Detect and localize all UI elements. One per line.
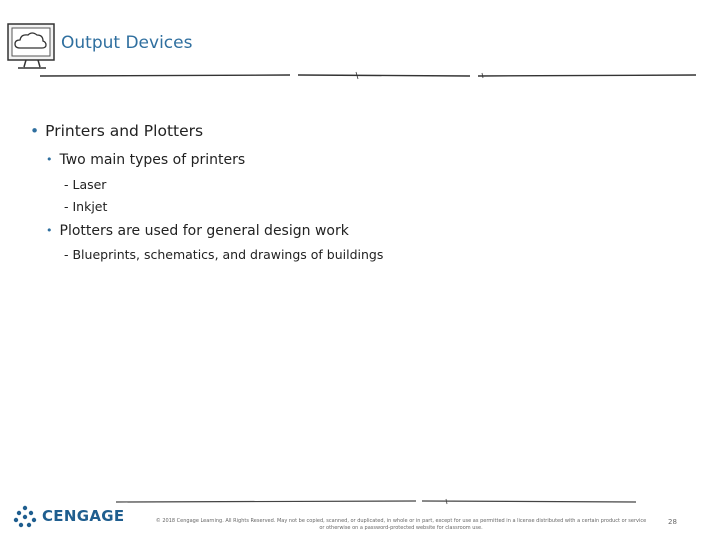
bullet-level2 xyxy=(46,223,349,239)
brand-name: CENGAGE xyxy=(42,507,125,525)
bullet-dot: • xyxy=(46,153,53,166)
bullet-level3: - Laser xyxy=(64,177,107,192)
header-divider xyxy=(40,70,696,82)
footer-divider xyxy=(116,497,636,507)
slide-title: Output Devices xyxy=(61,33,193,53)
bullet-text: Printers and Plotters xyxy=(45,122,204,140)
bullet-text: Two main types of printers xyxy=(59,152,246,168)
bullet-level1 xyxy=(30,122,203,140)
copyright-line: © 2018 Cengage Learning. All Rights Reserved. May not be copied, scanned, or duplicated, in whole or in part, except for use as permitted in a license distributed with a certain product or service xyxy=(155,518,647,524)
bullet-level2 xyxy=(46,152,245,168)
bullet-dot: • xyxy=(46,224,53,237)
bullet-dot: • xyxy=(30,122,40,140)
bullet-text: Plotters are used for general design work xyxy=(59,223,349,239)
cengage-logo xyxy=(12,504,125,530)
cengage-logo-mark-icon xyxy=(12,504,38,530)
bullet-level3: - Inkjet xyxy=(64,199,108,214)
copyright-line: or otherwise on a password-protected website for classroom use. xyxy=(319,525,483,531)
cloud-monitor-icon xyxy=(6,22,58,72)
page-number: 28 xyxy=(668,518,677,526)
copyright-notice xyxy=(146,518,656,532)
bullet-level3: - Blueprints, schematics, and drawings of buildings xyxy=(64,247,384,262)
